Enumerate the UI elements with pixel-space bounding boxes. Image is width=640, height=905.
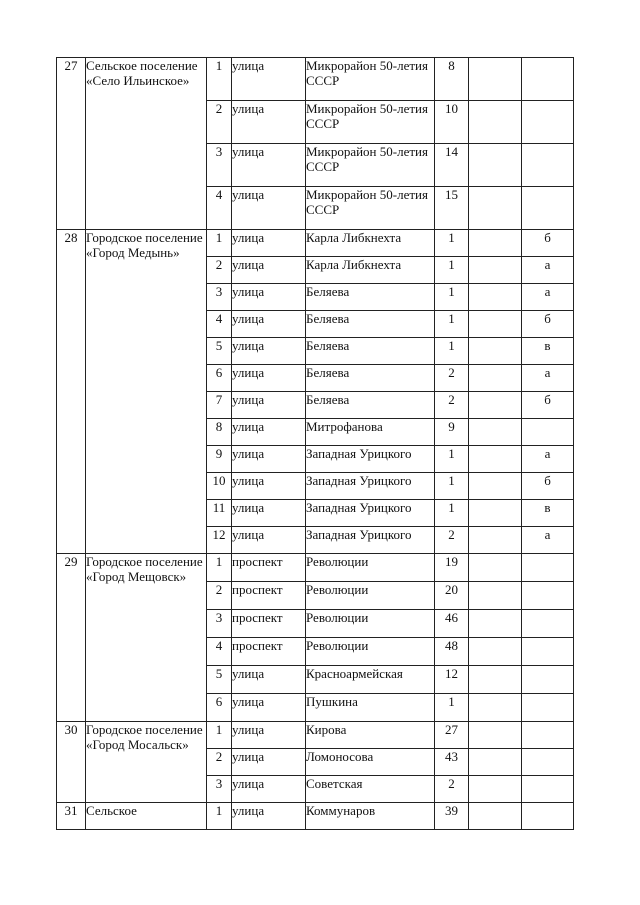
street-type: улица: [232, 527, 306, 554]
house-letter: [522, 187, 574, 230]
row-index: 1: [207, 722, 232, 749]
row-index: 8: [207, 419, 232, 446]
house-number: 10: [435, 101, 469, 144]
extra-cell: [469, 311, 522, 338]
street-name: Советская: [306, 776, 435, 803]
street-type: проспект: [232, 582, 306, 610]
house-number: 1: [435, 694, 469, 722]
house-letter: а: [522, 527, 574, 554]
house-number: 1: [435, 500, 469, 527]
settlement-name: Сельское поселение «Село Ильинское»: [86, 58, 207, 230]
street-type: проспект: [232, 554, 306, 582]
street-name: Кирова: [306, 722, 435, 749]
street-type: улица: [232, 722, 306, 749]
row-index: 2: [207, 582, 232, 610]
house-letter: б: [522, 311, 574, 338]
extra-cell: [469, 58, 522, 101]
house-letter: [522, 101, 574, 144]
street-type: улица: [232, 446, 306, 473]
row-index: 6: [207, 694, 232, 722]
group-number: 28: [57, 230, 86, 554]
street-name: Революции: [306, 582, 435, 610]
extra-cell: [469, 392, 522, 419]
street-name: Карла Либкнехта: [306, 257, 435, 284]
house-letter: [522, 419, 574, 446]
street-type: улица: [232, 144, 306, 187]
house-number: 1: [435, 446, 469, 473]
row-index: 1: [207, 803, 232, 830]
extra-cell: [469, 230, 522, 257]
house-letter: [522, 722, 574, 749]
row-index: 9: [207, 446, 232, 473]
house-letter: [522, 610, 574, 638]
house-number: 1: [435, 230, 469, 257]
address-register-table: [56, 57, 574, 830]
street-name: Западная Урицкого: [306, 446, 435, 473]
extra-cell: [469, 803, 522, 830]
house-number: 1: [435, 473, 469, 500]
house-number: 12: [435, 666, 469, 694]
extra-cell: [469, 101, 522, 144]
street-name: Революции: [306, 638, 435, 666]
house-letter: б: [522, 473, 574, 500]
street-name: Митрофанова: [306, 419, 435, 446]
house-number: 39: [435, 803, 469, 830]
row-index: 1: [207, 230, 232, 257]
street-type: улица: [232, 187, 306, 230]
extra-cell: [469, 610, 522, 638]
table-row: [57, 230, 574, 257]
extra-cell: [469, 722, 522, 749]
street-type: улица: [232, 392, 306, 419]
house-number: 8: [435, 58, 469, 101]
house-letter: [522, 58, 574, 101]
house-letter: [522, 749, 574, 776]
house-letter: [522, 803, 574, 830]
extra-cell: [469, 666, 522, 694]
house-number: 2: [435, 776, 469, 803]
table-row: [57, 803, 574, 830]
street-name: Беляева: [306, 311, 435, 338]
settlement-name: Городское поселение «Город Мещовск»: [86, 554, 207, 722]
street-name: Беляева: [306, 392, 435, 419]
row-index: 2: [207, 257, 232, 284]
house-letter: [522, 638, 574, 666]
extra-cell: [469, 554, 522, 582]
street-name: Красноармейская: [306, 666, 435, 694]
house-number: 46: [435, 610, 469, 638]
table-row: [57, 722, 574, 749]
extra-cell: [469, 473, 522, 500]
row-index: 3: [207, 144, 232, 187]
street-type: улица: [232, 666, 306, 694]
extra-cell: [469, 694, 522, 722]
house-letter: б: [522, 392, 574, 419]
row-index: 11: [207, 500, 232, 527]
house-number: 2: [435, 527, 469, 554]
house-number: 15: [435, 187, 469, 230]
street-name: Революции: [306, 554, 435, 582]
extra-cell: [469, 338, 522, 365]
row-index: 1: [207, 58, 232, 101]
house-letter: [522, 582, 574, 610]
house-letter: [522, 694, 574, 722]
street-name: Беляева: [306, 365, 435, 392]
street-type: улица: [232, 311, 306, 338]
group-number: 31: [57, 803, 86, 830]
house-number: 9: [435, 419, 469, 446]
settlement-name: Городское поселение «Город Медынь»: [86, 230, 207, 554]
row-index: 3: [207, 776, 232, 803]
house-letter: [522, 666, 574, 694]
house-number: 14: [435, 144, 469, 187]
extra-cell: [469, 144, 522, 187]
row-index: 6: [207, 365, 232, 392]
house-letter: [522, 144, 574, 187]
street-type: улица: [232, 257, 306, 284]
house-number: 48: [435, 638, 469, 666]
house-letter: а: [522, 284, 574, 311]
street-type: улица: [232, 776, 306, 803]
extra-cell: [469, 365, 522, 392]
street-type: улица: [232, 694, 306, 722]
street-name: Микрорайон 50-летия СССР: [306, 58, 435, 101]
row-index: 10: [207, 473, 232, 500]
street-type: улица: [232, 419, 306, 446]
street-type: улица: [232, 473, 306, 500]
street-type: улица: [232, 101, 306, 144]
street-type: улица: [232, 58, 306, 101]
row-index: 2: [207, 749, 232, 776]
extra-cell: [469, 582, 522, 610]
extra-cell: [469, 638, 522, 666]
street-type: улица: [232, 500, 306, 527]
house-letter: в: [522, 338, 574, 365]
register-body: [57, 58, 574, 830]
house-number: 1: [435, 257, 469, 284]
extra-cell: [469, 187, 522, 230]
extra-cell: [469, 500, 522, 527]
row-index: 4: [207, 311, 232, 338]
extra-cell: [469, 419, 522, 446]
house-number: 1: [435, 338, 469, 365]
row-index: 5: [207, 338, 232, 365]
street-name: Революции: [306, 610, 435, 638]
row-index: 3: [207, 284, 232, 311]
street-type: улица: [232, 365, 306, 392]
street-type: проспект: [232, 638, 306, 666]
house-letter: а: [522, 446, 574, 473]
street-type: улица: [232, 749, 306, 776]
house-letter: в: [522, 500, 574, 527]
settlement-name: Городское поселение «Город Мосальск»: [86, 722, 207, 803]
street-name: Микрорайон 50-летия СССР: [306, 101, 435, 144]
street-name: Пушкина: [306, 694, 435, 722]
street-name: Микрорайон 50-летия СССР: [306, 144, 435, 187]
extra-cell: [469, 257, 522, 284]
row-index: 5: [207, 666, 232, 694]
house-letter: [522, 554, 574, 582]
house-number: 19: [435, 554, 469, 582]
street-name: Коммунаров: [306, 803, 435, 830]
row-index: 4: [207, 187, 232, 230]
street-type: улица: [232, 284, 306, 311]
house-letter: [522, 776, 574, 803]
row-index: 12: [207, 527, 232, 554]
table-row: [57, 554, 574, 582]
house-number: 1: [435, 311, 469, 338]
group-number: 30: [57, 722, 86, 803]
street-name: Западная Урицкого: [306, 473, 435, 500]
street-type: проспект: [232, 610, 306, 638]
extra-cell: [469, 776, 522, 803]
table-row: [57, 58, 574, 101]
group-number: 29: [57, 554, 86, 722]
extra-cell: [469, 446, 522, 473]
street-type: улица: [232, 803, 306, 830]
house-letter: а: [522, 365, 574, 392]
extra-cell: [469, 284, 522, 311]
street-name: Западная Урицкого: [306, 500, 435, 527]
street-name: Ломоносова: [306, 749, 435, 776]
house-letter: а: [522, 257, 574, 284]
row-index: 2: [207, 101, 232, 144]
street-name: Микрорайон 50-летия СССР: [306, 187, 435, 230]
house-number: 1: [435, 284, 469, 311]
group-number: 27: [57, 58, 86, 230]
street-name: Западная Урицкого: [306, 527, 435, 554]
house-number: 2: [435, 365, 469, 392]
row-index: 7: [207, 392, 232, 419]
house-number: 2: [435, 392, 469, 419]
street-name: Беляева: [306, 338, 435, 365]
street-name: Беляева: [306, 284, 435, 311]
extra-cell: [469, 749, 522, 776]
row-index: 1: [207, 554, 232, 582]
house-letter: б: [522, 230, 574, 257]
extra-cell: [469, 527, 522, 554]
street-type: улица: [232, 338, 306, 365]
house-number: 43: [435, 749, 469, 776]
street-name: Карла Либкнехта: [306, 230, 435, 257]
street-type: улица: [232, 230, 306, 257]
house-number: 27: [435, 722, 469, 749]
row-index: 4: [207, 638, 232, 666]
settlement-name: Сельское: [86, 803, 207, 830]
house-number: 20: [435, 582, 469, 610]
row-index: 3: [207, 610, 232, 638]
